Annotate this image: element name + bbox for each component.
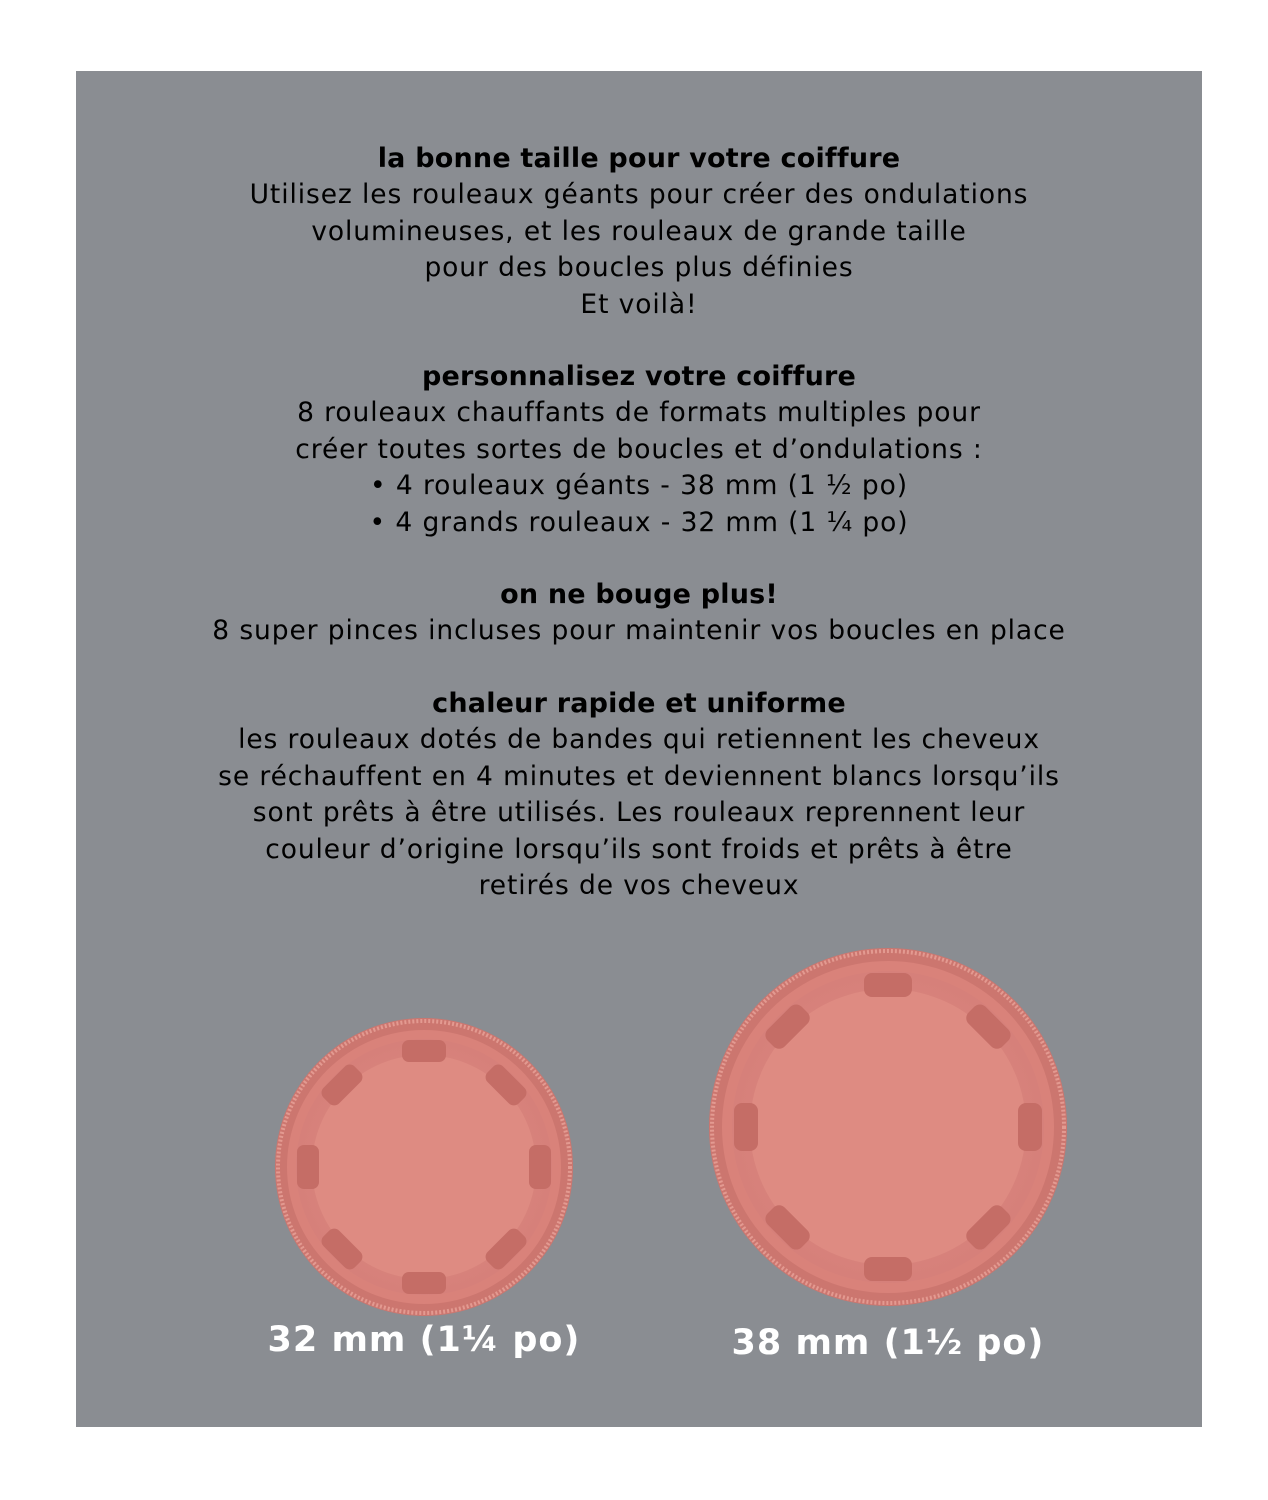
- large-roller-image: [706, 945, 1070, 1309]
- section-heat: [76, 686, 1202, 905]
- section-line: se réchauffent en 4 minutes et deviennent blancs lorsqu’ils: [218, 760, 1060, 792]
- section-clips: [76, 577, 1202, 650]
- section-line: créer toutes sortes de boucles et d’ondulations :: [295, 433, 983, 465]
- info-panel: [76, 71, 1202, 1427]
- section-line: les rouleaux dotés de bandes qui retiennent les cheveux: [238, 724, 1040, 755]
- section-line: sont prêts à être utilisés. Les rouleaux reprennent leur: [252, 797, 1026, 828]
- large-roller-label: 38 mm (1½ po): [731, 1323, 1045, 1363]
- section-line: volumineuses, et les rouleaux de grande taille: [311, 215, 967, 247]
- section-heading: personnalisez votre coiffure: [421, 361, 857, 392]
- section-size: [76, 141, 1202, 323]
- section-line: retirés de vos cheveux: [478, 870, 800, 901]
- section-line: • 4 rouleaux géants - 38 mm (1 ½ po): [370, 470, 908, 501]
- section-line: Utilisez les rouleaux géants pour créer des ondulations: [249, 179, 1029, 210]
- section-line: couleur d’origine lorsqu’ils sont froids et prêts à être: [265, 833, 1013, 865]
- small-roller-label: 32 mm (1¼ po): [267, 1320, 581, 1360]
- section-heading: on ne bouge plus!: [500, 579, 778, 610]
- section-line: pour des boucles plus définies: [424, 252, 854, 283]
- section-line: Et voilà!: [580, 288, 698, 320]
- section-heading: la bonne taille pour votre coiffure: [377, 143, 901, 174]
- small-roller-image: [264, 1017, 584, 1317]
- section-line: 8 rouleaux chauffants de formats multiples pour: [297, 397, 981, 428]
- section-customize: [76, 359, 1202, 541]
- section-line: • 4 grands rouleaux - 32 mm (1 ¼ po): [369, 506, 909, 538]
- section-line: 8 super pinces incluses pour maintenir vos boucles en place: [212, 615, 1066, 646]
- section-heading: chaleur rapide et uniforme: [432, 688, 846, 719]
